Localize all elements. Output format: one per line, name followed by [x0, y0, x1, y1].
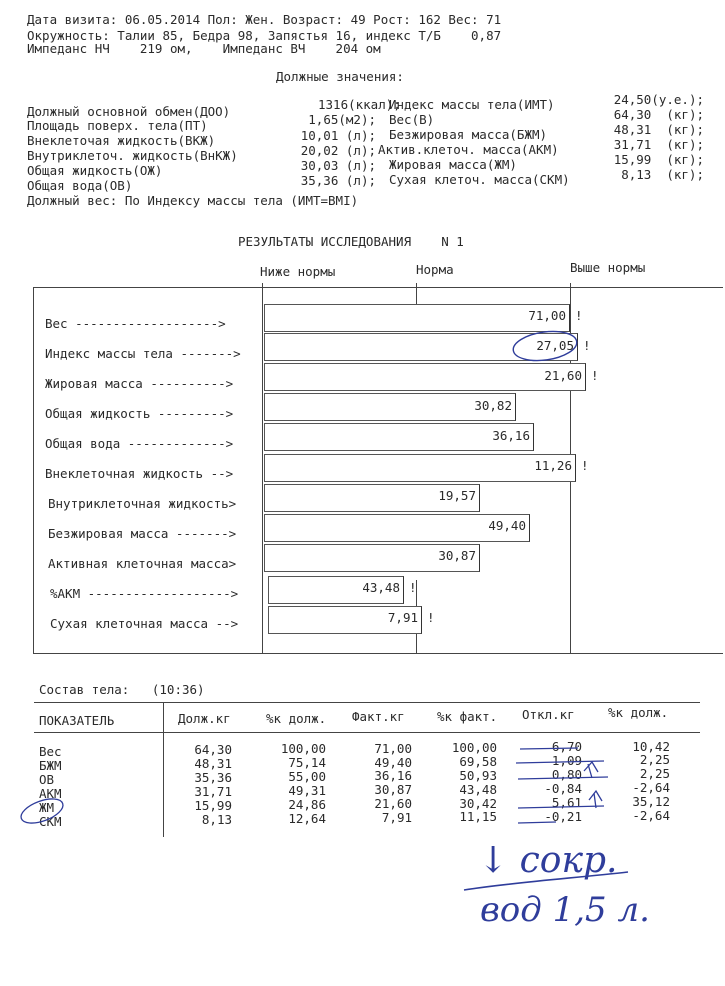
norm-value: 20,02 (л);	[300, 143, 376, 158]
norm-value: 1316(ккал);	[318, 97, 401, 112]
norm-label: Вес(В)	[389, 112, 435, 127]
composition-cell: 35,36	[194, 769, 232, 785]
composition-cell: 35,12	[632, 794, 670, 810]
composition-row-name: ОВ	[39, 771, 55, 787]
result-flag: !	[409, 580, 417, 595]
composition-cell: -2,64	[632, 780, 670, 796]
composition-cell: 12,64	[288, 810, 326, 826]
norm-value: 31,71 (кг);	[613, 137, 704, 152]
norm-label: Внутриклеточ. жидкость(ВнКЖ)	[27, 148, 238, 163]
composition-cell: 75,14	[288, 755, 326, 771]
composition-cell: 11,15	[459, 809, 497, 825]
composition-cell: 100,00	[280, 741, 326, 757]
norm-label: Общая вода(ОВ)	[27, 178, 133, 193]
handwritten-note-2: вод 1,5 л.	[480, 890, 650, 930]
composition-cell: 36,16	[374, 768, 412, 784]
composition-cell: 2,25	[639, 766, 670, 782]
norm-label: Внеклеточая жидкость(ВКЖ)	[27, 133, 216, 148]
composition-title: Состав тела: (10:36)	[39, 682, 205, 697]
norm-value: 8,13 (кг);	[621, 167, 704, 182]
col-header: %к долж.	[266, 711, 327, 726]
composition-cell: 71,00	[374, 740, 412, 756]
ideal-weight: Должный вес: По Индексу массы тела (ИМТ=BMI)	[27, 193, 359, 208]
norm-value: 64,30 (кг);	[613, 107, 704, 122]
composition-cell: 43,48	[459, 781, 497, 797]
norm-label: Жировая масса(ЖМ)	[389, 157, 517, 172]
composition-row-name: АКМ	[39, 785, 62, 801]
impedance-info: Импеданс НЧ 219 ом, Импеданс ВЧ 204 ом	[27, 41, 381, 56]
result-flag: !	[583, 338, 591, 353]
col-header: Факт.кг	[352, 709, 405, 724]
ink-underline	[456, 852, 636, 902]
composition-cell: 1,09	[551, 753, 582, 769]
norm-label: Площадь поверх. тела(ПТ)	[27, 118, 208, 133]
composition-cell: -2,64	[632, 808, 670, 823]
result-label: %АКМ ------------------->	[50, 586, 239, 601]
col-above-norm: Выше нормы	[570, 260, 646, 275]
ink-circle-bmi	[508, 326, 582, 366]
norm-label: Безжировая масса(БЖМ)	[389, 127, 548, 142]
norm-value: 1,65(м2);	[308, 112, 376, 127]
norm-label: Общая жидкость(ОЖ)	[27, 163, 163, 178]
composition-cell: 30,42	[459, 795, 497, 811]
result-value: 19,57	[438, 488, 476, 503]
norm-value: 48,31 (кг);	[613, 122, 704, 137]
composition-cell: 10,42	[632, 738, 670, 754]
result-label: Вес ------------------->	[45, 316, 226, 331]
composition-row-name: Вес	[39, 744, 62, 759]
composition-cell: -0,84	[544, 780, 582, 796]
result-value: 71,00	[528, 308, 566, 323]
composition-cell: 5,61	[551, 794, 582, 810]
composition-cell: 7,91	[381, 810, 412, 826]
norm-value: 30,03 (л);	[300, 158, 376, 173]
col-header: %к долж.	[608, 705, 669, 720]
composition-cell: 50,93	[459, 767, 497, 783]
composition-cell: 64,30	[194, 742, 232, 757]
norm-value: 24,50(у.е.);	[613, 92, 704, 107]
composition-row-name: СКМ	[39, 813, 62, 829]
result-value: 11,26	[534, 458, 572, 473]
composition-cell: 24,86	[288, 796, 326, 812]
composition-cell: 0,80	[551, 767, 582, 782]
composition-cell: -0,21	[544, 808, 582, 824]
result-label: Общая вода ------------->	[45, 436, 234, 451]
composition-row-name: ЖМ	[39, 799, 55, 815]
col-header: Долж.кг	[178, 711, 231, 726]
result-value: 30,87	[438, 548, 476, 563]
result-value: 49,40	[488, 518, 526, 533]
result-label: Внутриклеточная жидкость>	[48, 496, 237, 511]
composition-cell: 2,25	[639, 752, 670, 768]
result-label: Безжировая масса ------->	[48, 526, 237, 541]
circumference-info: Окружность: Талии 85, Бедра 98, Запястья 16, индекс Т/Б 0,87	[27, 28, 502, 43]
col-header: Откл.кг	[522, 707, 575, 722]
result-flag: !	[575, 308, 583, 323]
result-label: Общая жидкость --------->	[45, 406, 234, 421]
results-title: РЕЗУЛЬТАТЫ ИССЛЕДОВАНИЯ N 1	[238, 234, 464, 249]
composition-cell: 69,58	[459, 753, 497, 769]
result-value: 30,82	[474, 398, 512, 413]
result-value: 43,48	[362, 580, 400, 595]
result-value: 7,91	[387, 610, 418, 625]
norm-label: Актив.клеточ. масса(АКМ)	[378, 142, 559, 157]
result-flag: !	[591, 368, 599, 383]
result-label: Внеклеточная жидкость -->	[45, 466, 234, 481]
composition-cell: 8,13	[201, 811, 232, 827]
result-flag: !	[427, 610, 435, 625]
visit-info: Дата визита: 06.05.2014 Пол: Жен. Возраст: 49 Рост: 162 Вес: 71	[27, 12, 502, 27]
result-value: 21,60	[544, 368, 582, 383]
composition-cell: 48,31	[194, 755, 232, 771]
composition-cell: 31,71	[194, 783, 232, 799]
composition-cell: 6,70	[551, 739, 582, 755]
result-value: 27,05	[536, 338, 574, 353]
result-label: Сухая клеточная масса -->	[50, 616, 239, 631]
composition-cell: 55,00	[288, 769, 326, 785]
col-below-norm: Ниже нормы	[260, 264, 336, 279]
composition-row-name: БЖМ	[39, 757, 62, 773]
result-flag: !	[581, 458, 589, 473]
col-norm: Норма	[416, 262, 454, 277]
result-label: Активная клеточная масса>	[48, 556, 237, 571]
col-header: %к факт.	[437, 709, 498, 724]
norms-title: Должные значения:	[276, 69, 404, 84]
composition-cell: 15,99	[194, 797, 232, 813]
handwritten-note-1: ↓ сокр.	[478, 840, 618, 881]
composition-cell: 100,00	[451, 739, 497, 755]
norm-value: 10,01 (л);	[300, 128, 376, 143]
composition-cell: 30,87	[374, 782, 412, 798]
norm-value: 35,36 (л);	[300, 173, 376, 188]
result-label: Индекс массы тела ------->	[45, 346, 241, 361]
composition-cell: 21,60	[374, 796, 412, 812]
norm-label: Должный основной обмен(ДОО)	[27, 104, 231, 119]
norm-label: Сухая клеточ. масса(СКМ)	[389, 172, 570, 187]
result-value: 36,16	[492, 428, 530, 443]
composition-cell: 49,40	[374, 754, 412, 770]
result-label: Жировая масса ---------->	[45, 376, 234, 391]
norm-value: 15,99 (кг);	[613, 152, 704, 167]
composition-cell: 49,31	[288, 783, 326, 798]
col-header: ПОКАЗАТЕЛЬ	[39, 713, 115, 728]
norm-label: Индекс массы тела(ИМТ)	[389, 97, 555, 112]
